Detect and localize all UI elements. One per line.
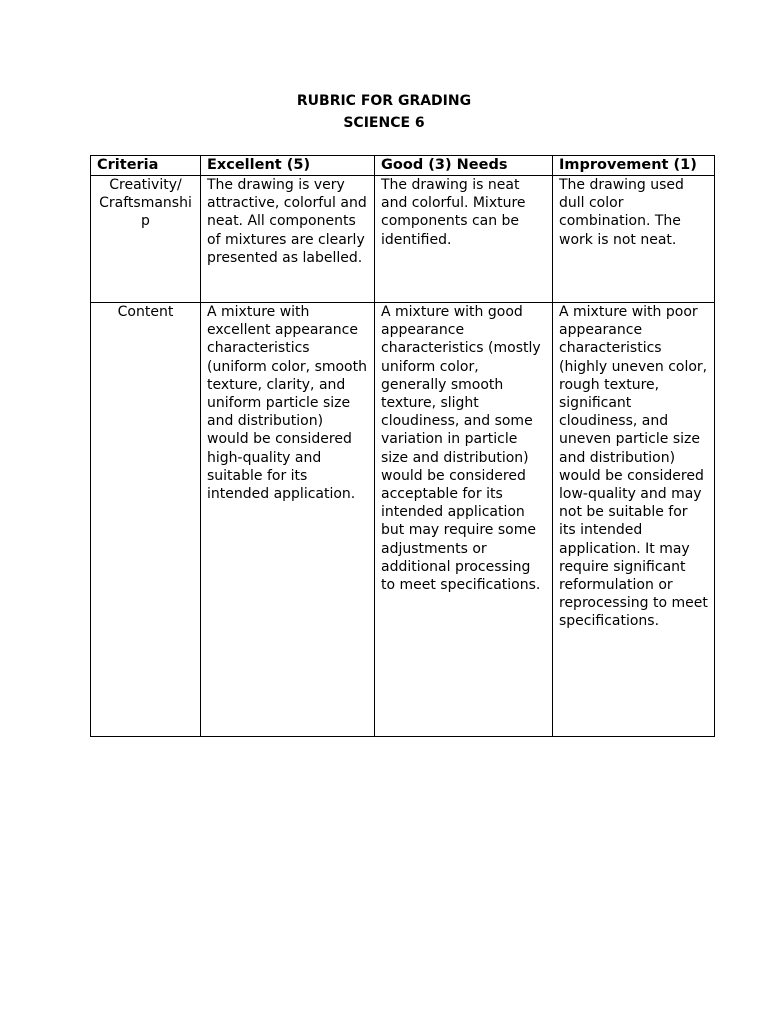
criteria-cell: Creativity/ Craftsmanship (91, 176, 201, 303)
excellent-cell: A mixture with excellent appearance characteristics (uniform color, smooth texture, clarity, and uniform particle size and distribution) would be considered high-quality and suitable for its intended application. (201, 303, 375, 737)
good-cell: A mixture with good appearance characteristics (mostly uniform color, generally smooth texture, slight cloudiness, and some variation in particle size and distribution) would be considered acceptable for its intended application but may require some adjustments or additional processing to meet specifications. (375, 303, 553, 737)
excellent-cell: The drawing is very attractive, colorful and neat. All components of mixtures are clearly presented as labelled. (201, 176, 375, 303)
header-excellent: Excellent (5) (201, 156, 375, 176)
header-improvement: Improvement (1) (553, 156, 715, 176)
improvement-cell: A mixture with poor appearance characteristics (highly uneven color, rough texture, significant cloudiness, and uneven particle size and distribution) would be considered low-quality and may not be suitable for its intended application. It may require significant reformulation or reprocessing to meet specifications. (553, 303, 715, 737)
document-subtitle: SCIENCE 6 (343, 115, 425, 131)
table-row (91, 176, 715, 303)
document-title: RUBRIC FOR GRADING (296, 93, 472, 109)
table-row (91, 303, 715, 737)
criteria-cell: Content (91, 303, 201, 737)
header-good: Good (3) Needs (375, 156, 553, 176)
table-header-row (91, 156, 715, 176)
good-cell: The drawing is neat and colorful. Mixture components can be identified. (375, 176, 553, 303)
rubric-table (90, 155, 715, 737)
improvement-cell: The drawing used dull color combination. The work is not neat. (553, 176, 715, 303)
header-criteria: Criteria (91, 156, 201, 176)
